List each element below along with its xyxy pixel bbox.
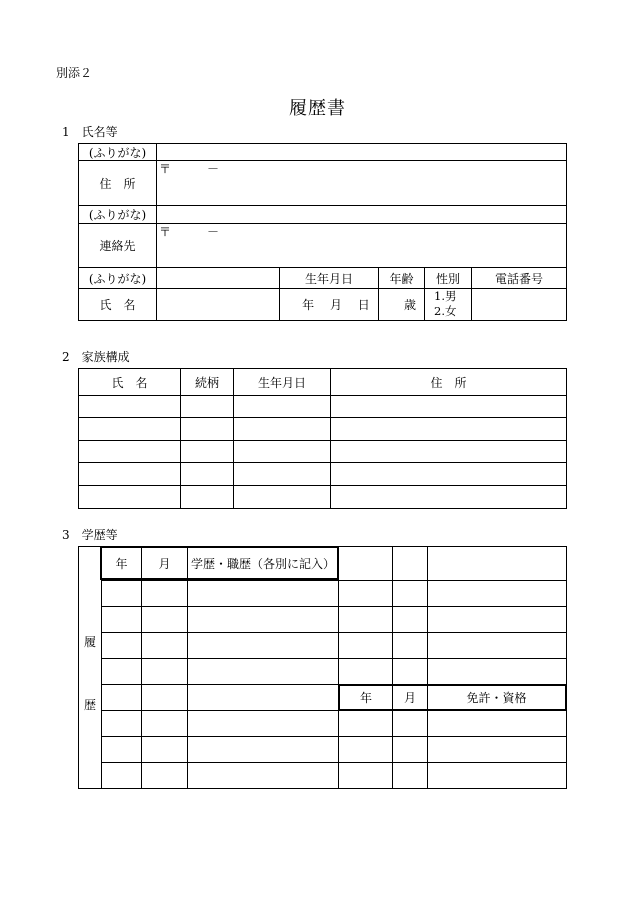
postal-dash-address: － bbox=[207, 162, 220, 176]
name-label: 氏 名 bbox=[99, 298, 136, 312]
history-col-education-career: 学歴・職歴（各別に記入） bbox=[190, 557, 335, 571]
gender-label: 性別 bbox=[435, 271, 460, 286]
gender-option-female: 2.女 bbox=[434, 304, 457, 318]
section3-heading: 3 学歴等 bbox=[62, 528, 118, 542]
annex-label: 別添２ bbox=[56, 66, 93, 80]
history-col-year: 年 bbox=[115, 557, 128, 571]
history-col-month: 月 bbox=[158, 557, 171, 571]
birthdate-label: 生年月日 bbox=[304, 271, 353, 286]
page-title: 履歴書 bbox=[289, 98, 346, 119]
family-col-birthdate: 生年月日 bbox=[257, 375, 306, 390]
gender-option-male: 1.男 bbox=[434, 289, 457, 303]
postal-mark-contact: 〒 bbox=[159, 225, 172, 239]
family-col-address: 住 所 bbox=[430, 375, 467, 390]
phone-label: 電話番号 bbox=[494, 271, 543, 286]
postal-dash-contact: － bbox=[207, 225, 220, 239]
section1-heading: 1 氏名等 bbox=[62, 125, 118, 139]
postal-mark-address: 〒 bbox=[159, 162, 172, 176]
license-col-year: 年 bbox=[359, 691, 372, 705]
furigana-label-address: (ふりがな) bbox=[88, 145, 147, 160]
history-side-label-2: 歴 bbox=[84, 698, 97, 712]
age-unit: 歳 bbox=[403, 298, 416, 312]
contact-label: 連絡先 bbox=[99, 239, 136, 253]
history-side-label-1: 履 bbox=[84, 635, 97, 649]
age-label: 年齢 bbox=[389, 271, 414, 286]
family-col-name: 氏 名 bbox=[111, 375, 148, 390]
section2-heading: 2 家族構成 bbox=[62, 350, 130, 364]
family-col-relation: 続柄 bbox=[194, 375, 219, 390]
license-col-qualification: 免許・資格 bbox=[466, 691, 527, 705]
birthdate-value: 年 月 日 bbox=[302, 298, 370, 312]
furigana-label-name: (ふりがな) bbox=[88, 271, 147, 286]
license-col-month: 月 bbox=[403, 691, 416, 705]
address-label: 住 所 bbox=[99, 176, 136, 191]
furigana-label-contact: (ふりがな) bbox=[88, 208, 147, 222]
